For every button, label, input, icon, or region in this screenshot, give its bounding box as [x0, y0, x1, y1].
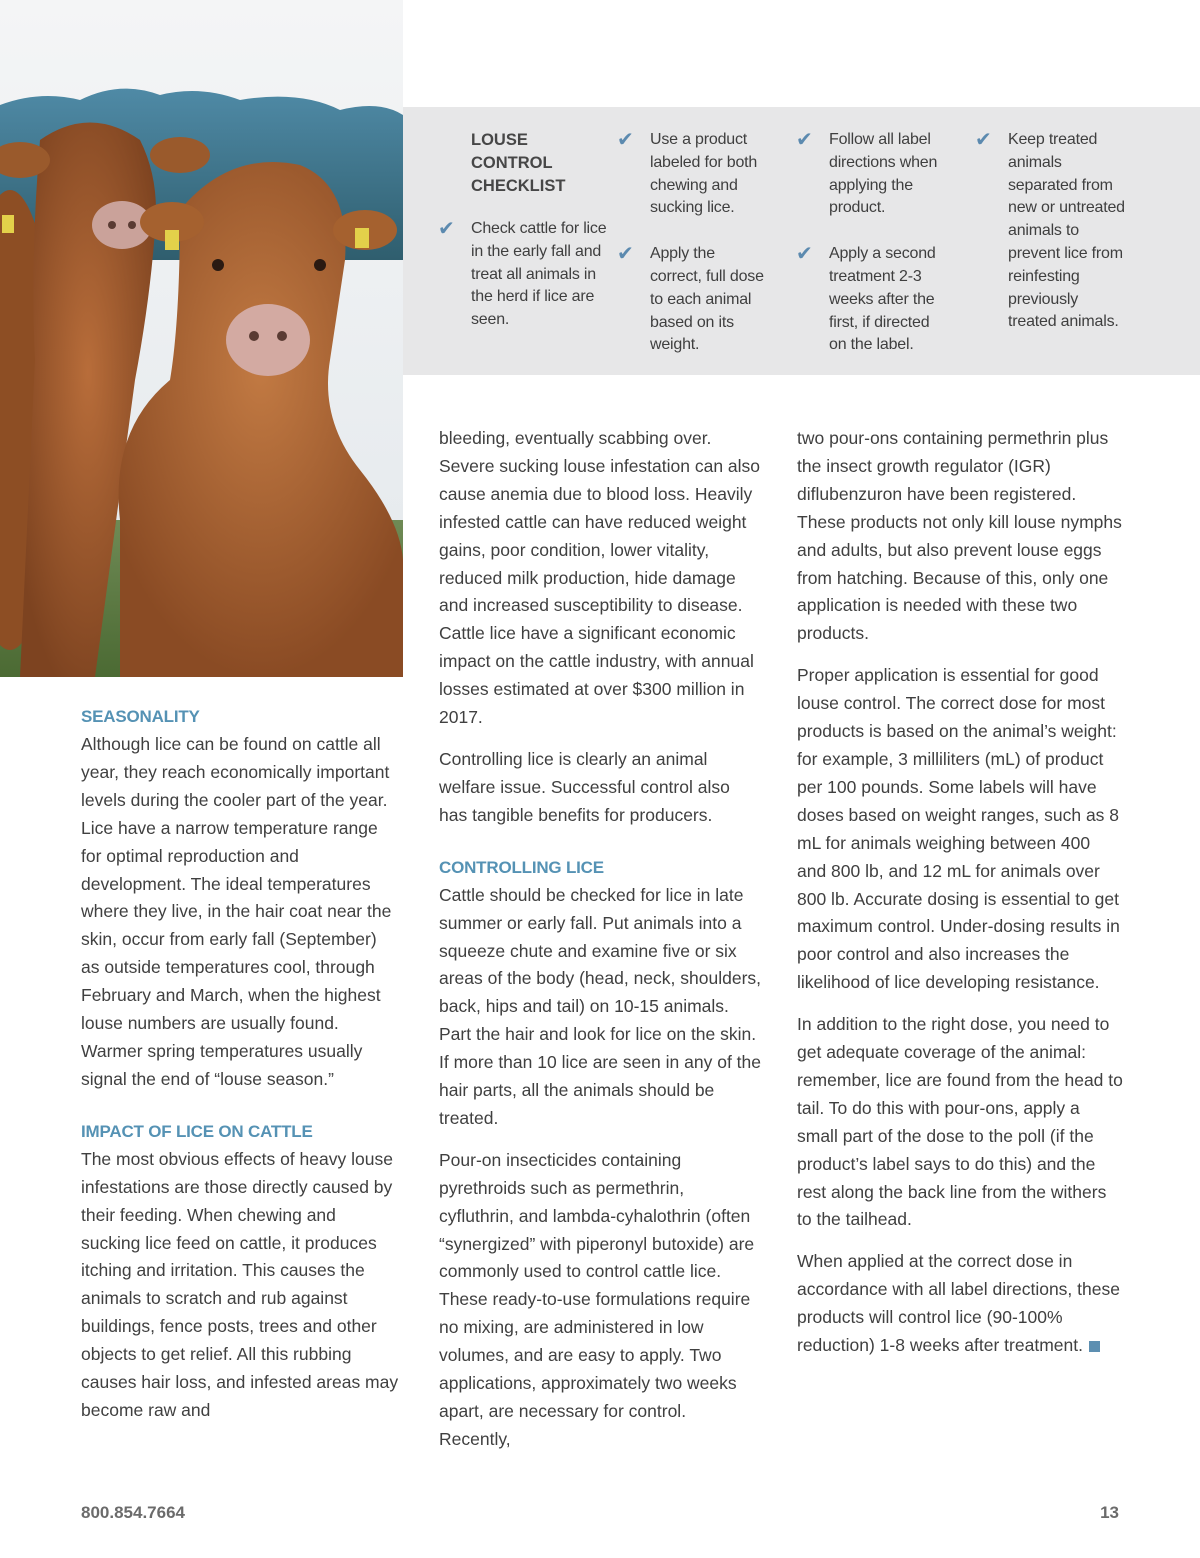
checklist-item: ✔ Follow all label directions when applying the product.	[796, 129, 938, 217]
checkmark-icon: ✔	[438, 218, 455, 240]
checklist-item: ✔ Keep treated animals separated from new or untreated animals to prevent lice from reinfesting previously treated animals.	[975, 129, 1125, 331]
checklist-item: ✔ Apply the correct, full dose to each animal based on its weight.	[617, 243, 764, 354]
checklist-title: LOUSE CONTROL CHECKLIST	[471, 131, 566, 195]
controlling-paragraph-5: When applied at the correct dose in accordance with all label directions, these products will control lice (90-100% reduction) 1-8 weeks after treatment.	[797, 1251, 1120, 1356]
section-heading-impact: IMPACT OF LICE ON CATTLE	[81, 1121, 313, 1141]
checkmark-icon: ✔	[796, 129, 813, 151]
checklist-column-1	[403, 129, 607, 355]
checklist-item: ✔ Check cattle for lice in the early fall and treat all animals in the herd if lice are seen.	[438, 218, 607, 329]
page-number: 13	[1100, 1503, 1119, 1522]
checkmark-icon: ✔	[617, 129, 634, 151]
text-column-right	[797, 425, 1123, 1374]
footer-phone-number: 800.854.7664	[81, 1503, 185, 1522]
cattle-photo	[0, 0, 403, 677]
checklist-column-4	[975, 129, 1125, 357]
section-heading-controlling: CONTROLLING LICE	[439, 857, 604, 877]
text-column-left	[81, 703, 399, 1439]
end-of-article-square-icon	[1089, 1341, 1100, 1352]
checklist-item: ✔ Apply a second treatment 2-3 weeks after the first, if directed on the label.	[796, 243, 936, 354]
text-column-middle	[439, 425, 761, 1468]
checklist-column-3	[796, 129, 946, 380]
controlling-paragraph-1: Cattle should be checked for lice in late summer or early fall. Put animals into a squeeze chute and examine five or six areas of the body (head, neck, shoulders, back, hips and tail) on 10-15 animals. Part the hair and look for lice on the skin. If more than 10 lice are seen in any of the hair parts, all the animals should be treated.	[439, 884, 762, 1128]
checkmark-icon: ✔	[975, 129, 992, 151]
checkmark-icon: ✔	[617, 243, 634, 266]
controlling-paragraph-3: Proper application is essential for good louse control. The correct dose for most products is based on the animal’s weight: for example, 3 milliliters (mL) of product per 100 pounds. Some labels will have doses based on weight ranges, such as 8 mL for animals weighing between 400 and 800 lb, and 12 mL for animals over 800 lb. Accurate dosing is essential to get maximum control. Under-dosing results in poor control and also increases the likelihood of lice developing resistance.	[797, 665, 1120, 993]
controlling-paragraph-2-continued: two pour-ons containing permethrin plus the insect growth regulator (IGR) diflubenzuron have been registered. These products not only kill louse nymphs and adults, but also prevent louse eggs from hatching. Because of this, only one application is needed with these two products.	[797, 428, 1122, 644]
checklist-item: ✔ Use a product labeled for both chewing and sucking lice.	[617, 129, 758, 217]
seasonality-paragraph: Although lice can be found on cattle all year, they reach economically important levels during the cooler part of the year. Lice have a narrow temperature range for optimal reproduction and development. The ideal temperatures where they live, in the hair coat near the skin, occur from early fall (September) as outside temperatures cool, through February and March, when the highest louse numbers are usually found. Warmer spring temperatures usually signal the end of “louse season.”	[81, 734, 392, 1089]
impact-paragraph-continued: bleeding, eventually scabbing over. Severe sucking louse infestation can also cause anemia due to blood loss. Heavily infested cattle can have reduced weight gains, poor condition, lower vitality, reduced milk production, hide damage and increased susceptibility to disease. Cattle lice have a significant economic impact on the cattle industry, with annual losses estimated at over $300 million in 2017.	[439, 428, 761, 728]
impact-paragraph-start: The most obvious effects of heavy louse infestations are those directly caused by their feeding. When chewing and sucking lice feed on cattle, it produces itching and irritation. This causes the animals to scratch and rub against buildings, fence posts, trees and other objects to get relief. All this rubbing causes hair loss, and infested areas may become raw and	[81, 1148, 399, 1420]
louse-control-checklist	[403, 107, 1200, 375]
section-heading-seasonality: SEASONALITY	[81, 707, 200, 726]
impact-paragraph-2: Controlling lice is clearly an animal welfare issue. Successful control also has tangible benefits for producers.	[439, 748, 730, 825]
controlling-paragraph-4: In addition to the right dose, you need to get adequate coverage of the animal: remember, lice are found from the head to tail. To do this with pour-ons, apply a small part of the dose to the poll (if the product’s label says to do this) and the rest along the back line from the withers to the tailhead.	[797, 1014, 1123, 1230]
checklist-column-2	[617, 129, 767, 380]
checkmark-icon: ✔	[796, 243, 813, 266]
controlling-paragraph-2-start: Pour-on insecticides containing pyrethroids such as permethrin, cyfluthrin, and lambda-cyhalothrin (often “synergized” with piperonyl butoxide) are commonly used to control cattle lice. These ready-to-use formulations require no mixing, are administered in low volumes, and are easy to apply. Two applications, approximately two weeks apart, are necessary for control. Recently,	[439, 1149, 755, 1449]
